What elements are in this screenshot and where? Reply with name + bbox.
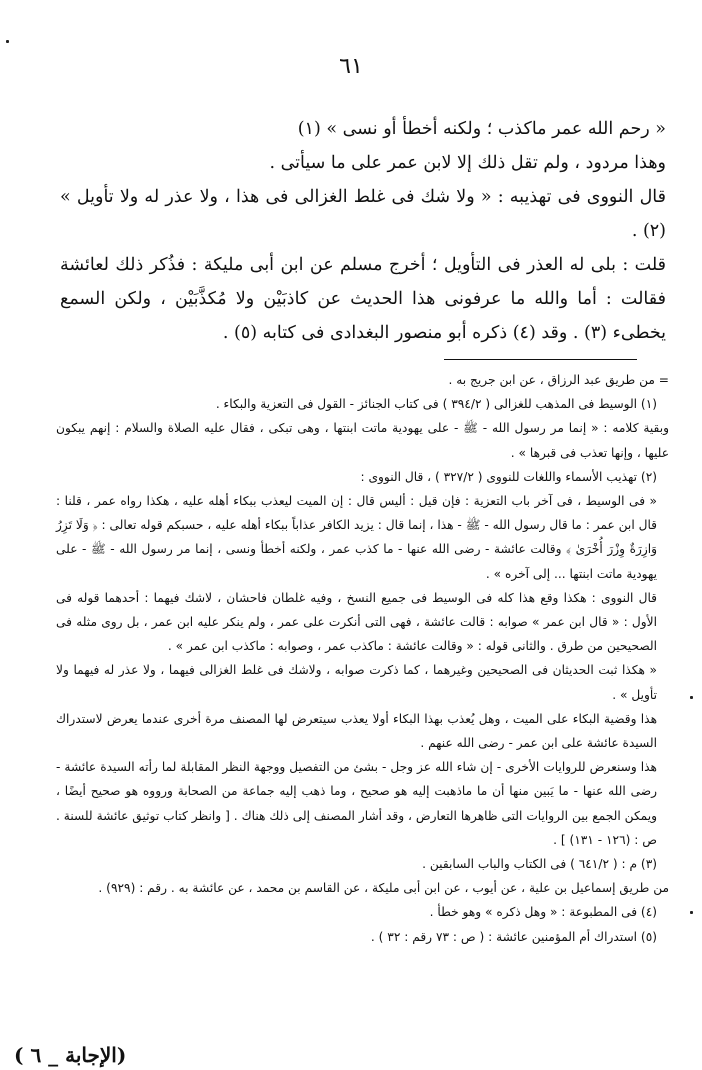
footer-label: (الإجابة _ ٦ ) [14,1043,127,1067]
main-paragraph: وهذا مردود ، ولم تقل ذلك إلا لابن عمر على ما سيأتى . [269,153,666,173]
footnote-line: = من طريق عبد الرزاق ، عن ابن جريج به . [448,373,669,387]
page-number: ٦١ [339,54,363,79]
footnote-separator [444,359,637,360]
footnote-1: (١) الوسيط فى المذهب للغزالى ( ٣٩٤/٢ ) فى كتاب الجنائز - القول فى التعزية والبكاء . [215,397,657,412]
footnote-line: وبقية كلامه : « إنما مر رسول الله - ﷺ - على يهودية ماتت ابنتها ، وهى تبكى ، فقال عليه الصلاة والسلام : إنهم يبكون عليها ، وإنها تعذب فى قبرها » . [56,421,669,460]
scan-speck [690,911,693,914]
footnote-3: (٣) م : ( ٦٤١/٢ ) فى الكتاب والباب السابقين . [422,857,657,872]
footnote-line: هذا وسنعرض للروايات الأخرى - إن شاء الله عز وجل - بشئ من التفصيل ووجهة النظر المقابلة لما رأته السيدة عائشة - رضى الله عنها - ما يَبين منها أن ما ماذهبت إليه هو صحيح ، وما ذهب إليه جماعة من الصحابة ورووه هو صحيح أيضًا ، ويمكن الجمع بين الروايات التى ظاهرها التعارض ، وقد أشار المصنف إلى ذلك هناك . [ وانظر كتاب توثيق عائشة للسنة . ص : (١٢٦ - ١٣١) ] . [56,760,657,847]
footnote-2: (٢) تهذيب الأسماء واللغات للنووى ( ٣٢٧/٢ ) ، قال النووى : [360,469,657,484]
footnote-line: هذا وقضية البكاء على الميت ، وهل يُعذب بهذا البكاء أولا يعذب سيتعرض لها المصنف مرة أخرى عندما يعرض لاستدراك السيدة عائشة على ابن عمر - رضى الله عنهم . [56,711,657,751]
footnote-line: قال النووى : هكذا وقع هذا كله فى الوسيط فى جميع النسخ ، وفيه غلطان فاحشان ، لاشك فيهما : أحدهما قوله فى الأول : « قال ابن عمر » صوابه : قالت عائشة ، فهى التى أنكرت على عمر ، ولم ينكر عليه ابن عمر ، بل روى مثله فى الصحيحين من طرق . والثانى قوله : « وقالت عائشة : ماكذب عمر ، وصوابه : ماكذب ابن عمر » . [56,590,657,654]
main-text [60,112,666,350]
main-paragraph: « رحم الله عمر ماكذب ؛ ولكنه أخطأ أو نسى » (١) [297,119,666,139]
footnote-line: « فى الوسيط ، فى آخر باب التعزية : فإن قيل : أليس قال : إن الميت ليعذب ببكاء أهله عليه ، هكذا رواه عمر ، قلنا : قال ابن عمر : ما قال رسول الله - ﷺ - هذا ، إنما قال : يزيد الكافر عذاباً ببكاء أهله عليه ، حسبكم قوله تعالى : ﴿ وَلَا تَزِرُ وَازِرَةٌ وِزْرَ أُخْرَىٰ ﴾ وقالت عائشة - رضى الله عنها - ما كذب عمر ، ولكنه أخطأ ونسى ، إنما مر رسول الله - ﷺ - على يهودية ماتت ابنتها ... إلى آخره » . [56,494,657,581]
main-paragraph: قلت : بلى له العذر فى التأويل ؛ أخرج مسلم عن ابن أبى مليكة : فذُكر ذلك لعائشة فقالت : أما والله ما عرفونى هذا الحديث عن كاذبَيْن ولا مُكذَّبَيْن ، ولكن السمع يخطىء (٣) . وقد (٤) ذكره أبو منصور البغدادى فى كتابه (٥) . [60,255,666,343]
footnote-line: « هكذا ثبت الحديثان فى الصحيحين وغيرهما ، كما ذكرت صوابه ، ولاشك فى غلط الغزالى فيهما ، ولا عذر له فيهما ولا تأويل » . [56,663,657,702]
scan-speck [690,696,693,699]
footnote-line: من طريق إسماعيل بن علية ، عن أيوب ، عن ابن أبى مليكة ، عن القاسم بن محمد ، عن عائشة به . رقم : (٩٢٩) . [98,881,669,896]
footnote-5: (٥) استدراك أم المؤمنين عائشة : ( ص : ٧٣ رقم : ٣٢ ) . [370,929,657,944]
footnotes [56,368,669,949]
scan-speck [6,40,9,43]
main-paragraph: قال النووى فى تهذيبه : « ولا شك فى غلط الغزالى فى هذا ، ولا عذر له ولا تأويل » (٢) . [60,187,666,241]
footnote-4: (٤) فى المطبوعة : « وهل ذكره » وهو خطأ . [429,905,657,920]
